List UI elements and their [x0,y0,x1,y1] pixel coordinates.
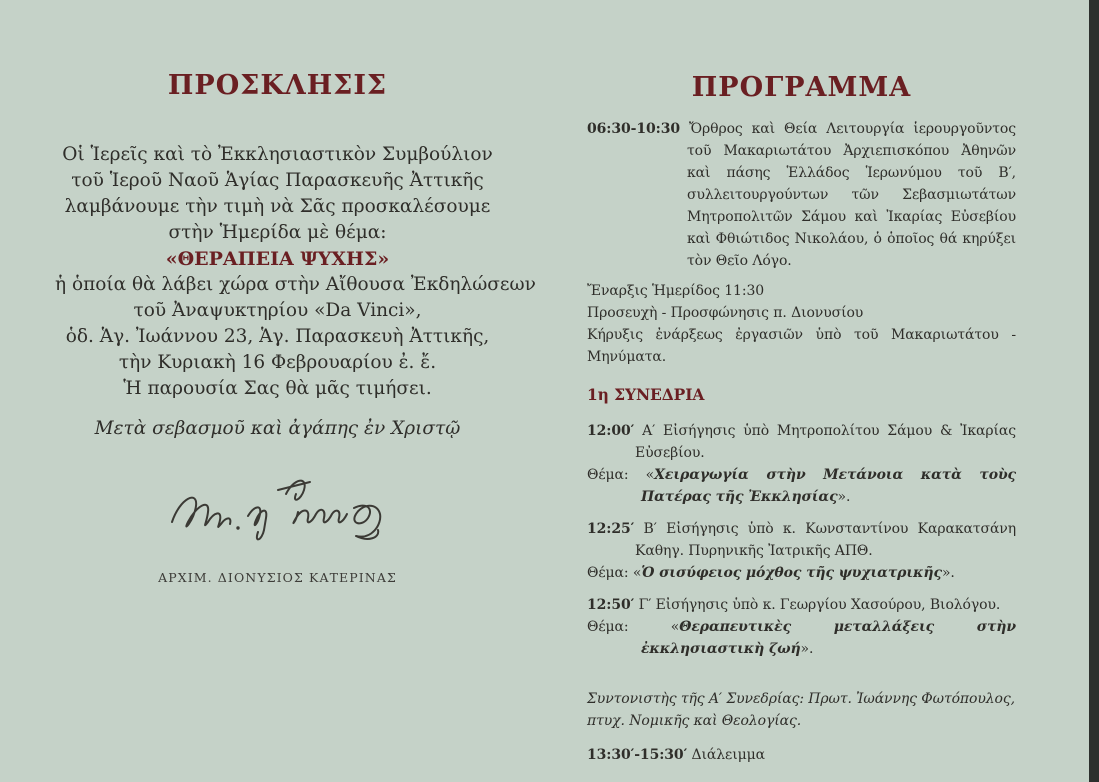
talk-time: 12:25′ [587,521,635,537]
talk-entry [587,420,1016,508]
intro-line: λαμβάνουμε τὴν τιμὴ νὰ Σᾶς προσκαλέσουμε [64,196,491,217]
intro-line: τοῦ Ἱεροῦ Ναοῦ Ἁγίας Παρασκευῆς Ἀττικῆς [71,170,484,191]
theme-close: ». [837,489,851,505]
talk-theme [587,616,1016,660]
opening-line: Ἔναρξις Ἡμερίδος 11:30 [587,283,765,299]
signature-icon [153,464,403,560]
opening-line: Κήρυξις ἐνάρξεως ἐργασιῶν ὑπὸ τοῦ Μακαριωτάτου - Μηνύματα. [587,327,1016,365]
talk-theme [587,464,1016,508]
morning-time: 06:30-10:30 [587,121,680,137]
theme-label: Θέμα: « [587,619,680,635]
detail-line: Ἡ παρουσία Σας θὰ μᾶς τιμήσει. [123,378,432,399]
talk-speaker-text: Γ′ Εἰσήγησις ὑπὸ κ. Γεωργίου Χασούρου, Βιολόγου. [638,597,1001,613]
program-page [587,72,1016,766]
session-header: 1η ΣΥΝΕΔΡΙΑ [587,385,705,404]
closing-salutation: Μετὰ σεβασμοῦ καὶ ἀγάπης ἐν Χριστῷ [94,418,461,439]
talk-speaker [587,594,1016,616]
program-opening [587,280,1016,368]
talk-speaker-text: Β′ Εἰσήγησις ὑπὸ κ. Κωνσταντίνου Καρακατσάνη Καθηγ. Πυρηνικῆς Ἰατρικῆς ΑΠΘ. [635,521,1016,559]
break-time: 13:30′-15:30′ [587,747,688,763]
theme-text: Χειραγωγία στὴν Μετάνοια κατὰ τοὺς Πατέρας τῆς Ἐκκλησίας [641,467,1016,505]
theme-text: Ὁ σισύφειος μόχθος τῆς ψυχιατρικῆς [641,565,942,581]
intro-line: στὴν Ἡμερίδα μὲ θέμα: [168,222,387,243]
program-morning-entry [587,118,1016,272]
detail-line: ὁδ. Ἁγ. Ἰωάννου 23, Ἁγ. Παρασκευὴ Ἀττικῆς, [65,326,490,347]
coordinator-note [587,688,1016,732]
intro-line: Οἱ Ἱερεῖς καὶ τὸ Ἐκκλησιαστικὸν Συμβούλιον [62,144,493,165]
theme-text: Θεραπευτικὲς μεταλλάξεις στὴν ἐκκλησιαστικὴ ζωή [641,619,1016,657]
page-edge-shadow [1089,0,1099,782]
talk-speaker-text: Α′ Εἰσήγησις ὑπὸ Μητροπολίτου Σάμου & Ἰκαρίας Εὐσεβίου. [635,423,1016,461]
detail-line: τὴν Κυριακὴ 16 Φεβρουαρίου ἐ. ἔ. [118,352,437,373]
talk-speaker [587,518,1016,562]
coordinator-line: Συντονιστὴς τῆς Α′ Συνεδρίας: Πρωτ. Ἰωάννης Φωτόπουλος, [587,691,1015,707]
detail-line: ἡ ὁποία θὰ λάβει χώρα στὴν Αἴθουσα Ἐκδηλώσεων [55,274,536,295]
theme-close: ». [941,565,955,581]
talk-speaker [587,420,1016,464]
theme-label: Θέμα: « [587,467,655,483]
detail-line: τοῦ Ἀναψυκτηρίου «Da Vinci», [133,300,422,321]
theme-label: Θέμα: « [587,565,642,581]
program-title: ΠΡΟΓΡΑΜΜΑ [691,72,912,103]
invitation-title: ΠΡΟΣΚΛΗΣΙΣ [167,70,388,101]
invitation-page [55,70,536,585]
talk-time: 12:50′ [587,597,635,613]
break-entry [587,744,1016,766]
break-text: Διάλειμμα [691,747,765,763]
coordinator-line: πτυχ. Νομικῆς καὶ Θεολογίας. [587,713,802,729]
invitation-details [55,272,536,402]
morning-text: Ὄρθρος καὶ Θεία Λειτουργία ἱερουργοῦντος τοῦ Μακαριωτάτου Ἀρχιεπισκόπου Ἀθηνῶν καὶ πάσης Ἑλλάδος Ἱερωνύμου τοῦ Β′, συλλειτουργούντων τῶν Σεβασμιωτάτων Μητροπολιτῶν Σάμου καὶ Ἰκαρίας Εὐσεβίου καὶ Φθιώτιδος Νικολάου, ὁ ὁποῖος θά κηρύξει τὸν Θεῖο Λόγο. [687,121,1016,269]
signatory-name: ΑΡΧΙΜ. ΔΙΟΝΥΣΙΟΣ ΚΑΤΕΡΙΝΑΣ [158,570,397,585]
theme-close: ». [800,641,814,657]
talk-time: 12:00′ [587,423,635,439]
opening-line: Προσευχὴ - Προσφώνησις π. Διονυσίου [587,305,864,321]
talk-entry [587,518,1016,584]
event-title: «ΘΕΡΑΠΕΙΑ ΨΥΧΗΣ» [165,248,390,270]
talk-theme [587,562,1016,584]
talk-entry [587,594,1016,660]
invitation-intro [55,142,500,246]
